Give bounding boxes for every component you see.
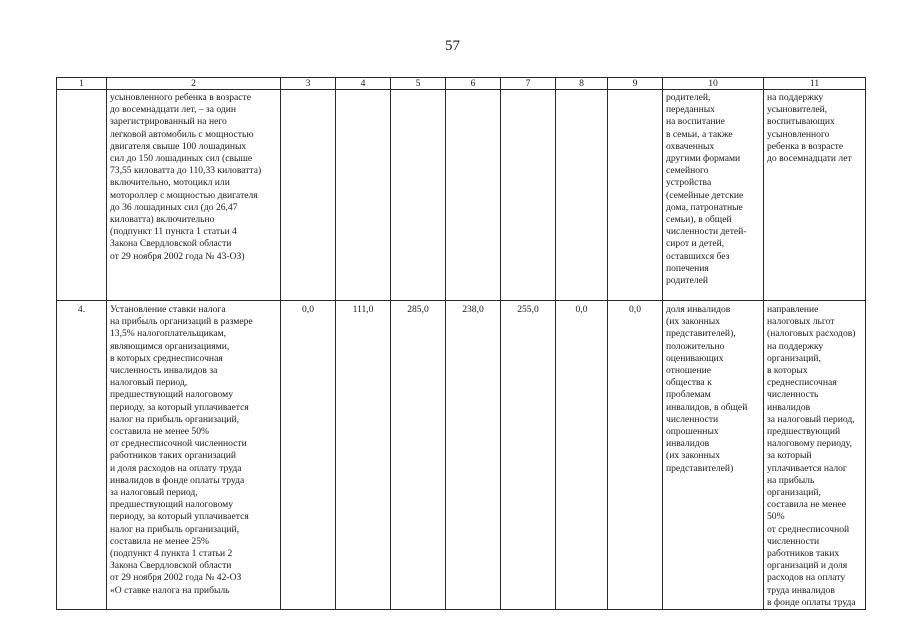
table-cell: 111,0 xyxy=(336,301,391,610)
table-cell: 0,0 xyxy=(281,301,336,610)
table-cell xyxy=(391,90,446,301)
table-cell: 285,0 xyxy=(391,301,446,610)
table-row xyxy=(57,90,866,301)
column-header: 8 xyxy=(556,78,608,90)
table-cell xyxy=(608,90,663,301)
column-header: 11 xyxy=(764,78,866,90)
table-cell: 255,0 xyxy=(501,301,556,610)
column-header: 2 xyxy=(107,78,281,90)
column-header: 6 xyxy=(446,78,501,90)
column-header: 5 xyxy=(391,78,446,90)
table-cell: 0,0 xyxy=(556,301,608,610)
column-header: 4 xyxy=(336,78,391,90)
column-header: 9 xyxy=(608,78,663,90)
page-number: 57 xyxy=(445,38,460,54)
table-cell: 4. xyxy=(57,301,107,610)
table-cell: родителей, переданных на воспитание в семьи, а также охваченных другими формами семейного устройства (семейные детские дома, патронатные семьи), в общей численности детей- сирот и детей, оставшихся без попечения родителей xyxy=(663,90,764,301)
table-row xyxy=(57,301,866,610)
table-cell xyxy=(281,90,336,301)
table-cell xyxy=(57,90,107,301)
table-cell xyxy=(446,90,501,301)
table-cell xyxy=(556,90,608,301)
column-header: 10 xyxy=(663,78,764,90)
data-table xyxy=(56,77,866,610)
column-header: 1 xyxy=(57,78,107,90)
table-cell: усыновленного ребенка в возрасте до восемнадцати лет, – за один зарегистрированный на него легковой автомобиль с мощностью двигателя свыше 100 лошадиных сил до 150 лошадиных сил (свыше 73,55 киловатта до 110,33 киловатта) включительно, мотоцикл или мотороллер с мощностью двигателя до 36 лошадиных сил (до 26,47 киловатта) включительно (подпункт 11 пункта 1 статьи 4 Закона Свердловской области от 29 ноября 2002 года № 43-ОЗ) xyxy=(107,90,281,301)
table-cell xyxy=(336,90,391,301)
table-cell: доля инвалидов (их законных представителей), положительно оценивающих отношение общества к проблемам инвалидов, в общей численности опрошенных инвалидов (их законных представителей) xyxy=(663,301,764,610)
column-header: 3 xyxy=(281,78,336,90)
table-cell: на поддержку усыновителей, воспитывающих усыновленного ребенка в возрасте до восемнадцати лет xyxy=(764,90,866,301)
table-cell xyxy=(501,90,556,301)
table-cell: 238,0 xyxy=(446,301,501,610)
table-cell: направление налоговых льгот (налоговых расходов) на поддержку организаций, в которых среднесписочная численность инвалидов за налоговый период, предшествующий налоговому периоду, за который уплачивается налог на прибыль организаций, составила не менее 50% от среднесписочной численности работников таких организаций и доля расходов на оплату труда инвалидов в фонде оплаты труда xyxy=(764,301,866,610)
column-header: 7 xyxy=(501,78,556,90)
table-header-row xyxy=(57,78,866,90)
table-cell: Установление ставки налога на прибыль организаций в размере 13,5% налогоплательщикам, являющимся организациями, в которых среднесписочная численность инвалидов за налоговый период, предшествующий налоговому периоду, за который уплачивается налог на прибыль организаций, составила не менее 50% от среднесписочной численности работников таких организаций и доля расходов на оплату труда инвалидов в фонде оплаты труда за налоговый период, предшествующий налоговому периоду, за который уплачивается налог на прибыль организаций, составила не менее 25% (подпункт 4 пункта 1 статьи 2 Закона Свердловской области от 29 ноября 2002 года № 42-ОЗ «О ставке налога на прибыль xyxy=(107,301,281,610)
table-cell: 0,0 xyxy=(608,301,663,610)
